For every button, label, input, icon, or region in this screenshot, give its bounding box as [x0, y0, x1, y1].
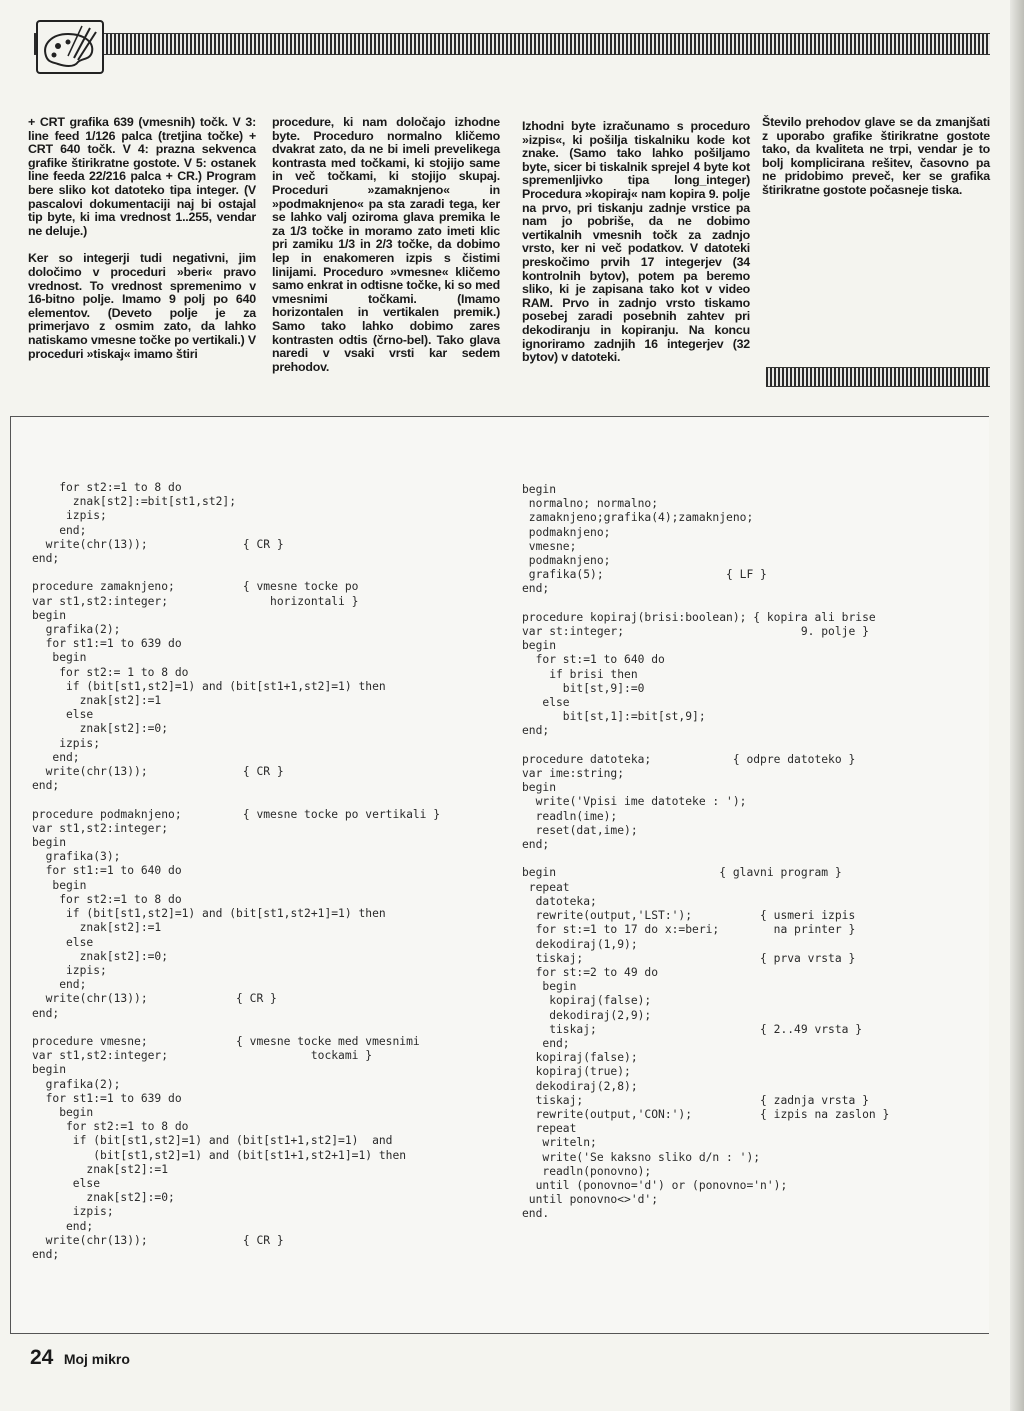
magazine-name: Moj mikro — [63, 1351, 130, 1367]
column-end-stripe-bar — [766, 367, 990, 387]
column-1-paragraph-2: Ker so integerji tudi negativni, jim določimo v proceduri »beri« pravo vrednost. To vrednost spremenimo v 16-bitno polje. Imamo 9 polj po 640 elementov. (Deveto polje je za primerjavo z osmim zato, da lahko natiskamo vmesne točke po vertikali.) V proceduri »tiskaj« imamo štiri — [28, 251, 256, 361]
article-column-3 — [522, 120, 750, 379]
column-4-paragraph-1: Število prehodov glave se da zmanjšati z uporabo grafike štirikratne gostote tako, da kvaliteta ne trpi, vendar je to bolj komplicirana rešitev, časovno pa ne pridobimo preveč, ker se grafika štirikratne gostote počasneje tiska. — [762, 115, 990, 197]
column-2-paragraph-1: procedure, ki nam določajo izhodne byte. Proceduro normalno kličemo dvakrat zato, da ne bi imeli prevelikega kontrasta med točkami, ki stojijo same in več točkami, ki stojijo skupaj. Proceduri »zamaknjeno« in »podmaknjeno« pa sta zaradi tega, ker se lahko valj oziroma glava premika le za 1/3 točke in moramo zato imeti klic pri zamiku 1/3 in 2/3 točke, da dobimo lep in enakomeren izpis s čistimi linijami. Proceduro »vmesne« kličemo samo enkrat in odtisne točke, ki so med vmesnimi točkami. (Imamo horizontalen in vertikalen premik.) Samo tako lahko dobimo zares kontrasten odtis (črno-bel). Tako glava naredi v vsaki vrsti kar sedem prehodov. — [272, 115, 500, 374]
page-footer — [30, 1346, 130, 1370]
article-column-1 — [28, 116, 256, 375]
palette-logo-icon — [36, 20, 104, 74]
column-1-paragraph-1: + CRT grafika 639 (vmesnih) točk. V 3: line feed 1/126 palca (tretjina točke) + CRT 640 točk. V 4: prazna sekvenca grafike štirikratne gostote. V 5: ostanek line feeda 22/216 palca + CR.) Program bere sliko kot datoteko tipa integer. (V pascalovi dokumentaciji naj bi ostajal tip byte, ki ima vrednost 1..255, vendar ne deluje.) — [28, 115, 256, 238]
code-listing-right: begin normalno; normalno; zamaknjeno;grafika(4);zamaknjeno; podmaknjeno; vmesne; podmaknjeno; grafika(5); { LF } end; procedure kopiraj(brisi:boolean); { kopira ali brise var st:integer; 9. polje } begin for st:=1 to 640 do if brisi then bit[st,9]:=0 else bit[st,1]:=bit[st,9]; end; procedure datoteka; { odpre datoteko } var ime:string; begin write('Vpisi ime datoteke : '); readln(ime); reset(dat,ime); end; begin { glavni program } repeat datoteka; rewrite(output,'LST:'); { usmeri izpis for st:=1 to 17 do x:=beri; na printer } dekodiraj(1,9); tiskaj; { prva vrsta } for st:=2 to 49 do begin kopiraj(false); dekodiraj(2,9); tiskaj; { 2..49 vrsta } end; kopiraj(false); kopiraj(true); dekodiraj(2,8); tiskaj; { zadnja vrsta } rewrite(output,'CON:'); { izpis na zaslon } repeat writeln; write('Se kaksno sliko d/n : '); readln(ponovno); until (ponovno='d') or (ponovno='n'); until ponovno<>'d'; end. — [522, 483, 890, 1221]
header-stripe-bar — [34, 33, 990, 55]
page-edge-shadow — [1010, 0, 1024, 1411]
column-3-paragraph-1: Izhodni byte izračunamo s proceduro »izpis«, ki pošilja tiskalniku kode kot znake. (Samo tako lahko pošiljamo byte, sicer bi tiskalnik sprejel 4 byte kot spremenljivko tipa long_integer) Procedura »kopiraj« nam kopira 9. polje na prvo, pri tiskanju zadnje vrstice pa nam jo pobriše, da ne dobimo vertikalnih vmesnih točk za zadnjo vrsto, ker ni več podatkov. V datoteki preskočimo prvih 17 integerjev (34 kontrolnih bytov), potem pa beremo sliko, ki je zapisana tako kot v video RAM. Prvo in zadnjo vrsto tiskamo posebej zaradi posebnih zahtev pri dekodiranju in kopiranju. Na koncu ignoriramo zadnjih 16 integerjev (32 bytov) v datoteki. — [522, 119, 750, 365]
article-column-4 — [762, 116, 990, 212]
article-column-2 — [272, 116, 500, 388]
code-listing-left: for st2:=1 to 8 do znak[st2]:=bit[st1,st2]; izpis; end; write(chr(13)); { CR } end; procedure zamaknjeno; { vmesne tocke po var st1,st2:integer; horizontali } begin grafika(2); for st1:=1 to 639 do begin for st2:= 1 to 8 do if (bit[st1,st2]=1) and (bit[st1+1,st2]=1) then znak[st2]:=1 else znak[st2]:=0; izpis; end; write(chr(13)); { CR } end; procedure podmaknjeno; { vmesne tocke po vertikali } var st1,st2:integer; begin grafika(3); for st1:=1 to 640 do begin for st2:=1 to 8 do if (bit[st1,st2]=1) and (bit[st1,st2+1]=1) then znak[st2]:=1 else znak[st2]:=0; izpis; end; write(chr(13)); { CR } end; procedure vmesne; { vmesne tocke med vmesnimi var st1,st2:integer; tockami } begin grafika(2); for st1:=1 to 639 do begin for st2:=1 to 8 do if (bit[st1,st2]=1) and (bit[st1+1,st2]=1) and (bit[st1,st2]=1) and (bit[st1+1,st2+1]=1) then znak[st2]:=1 else znak[st2]:=0; izpis; end; write(chr(13)); { CR } end; — [32, 481, 441, 1261]
page-number: 24 — [30, 1346, 54, 1369]
